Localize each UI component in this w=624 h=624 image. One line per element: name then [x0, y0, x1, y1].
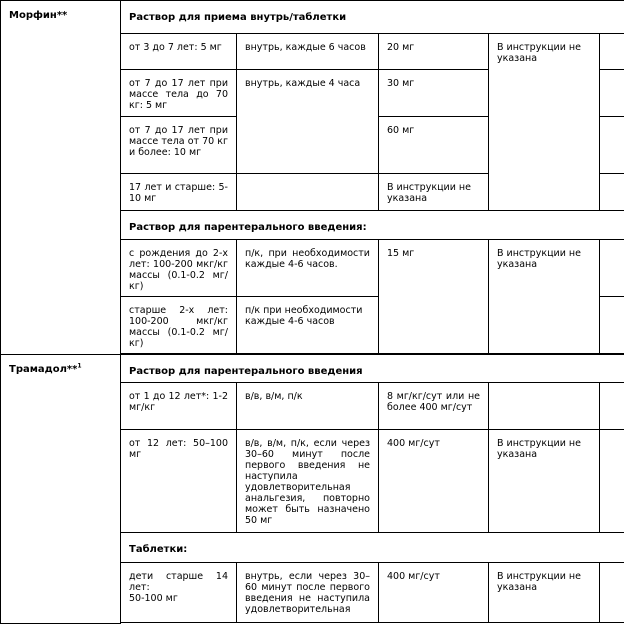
age-cell: от 7 до 17 лет при массе тела до 70 кг: 5 мг	[121, 70, 237, 117]
note-cell: В инструкции не указана	[489, 34, 600, 211]
route-cell: в/в, в/м, п/к, если через 30–60 минут после первого введения не наступила удовлетворительная анальгезия, повторно может быть назначено 50 мг	[237, 430, 379, 533]
age-line: дети старше 14 лет:	[129, 571, 228, 593]
route-cell: п/к при необходимости каждые 4-6 часов	[237, 297, 379, 354]
age-cell: старше 2-х лет: 100-200 мкг/кг массы (0.1-0.2 мг/кг)	[121, 297, 237, 354]
table-row	[1, 1, 624, 34]
note-cell: В инструкции не указана	[489, 240, 600, 354]
blank-cell	[600, 430, 624, 533]
route-cell: внутрь, если через 30–60 минут после первого введения не наступила удовлетворительная	[237, 563, 379, 623]
drug-name-cell	[1, 355, 121, 624]
route-cell: внутрь, каждые 6 часов	[237, 34, 379, 70]
footnote-marker: 1	[77, 363, 81, 370]
dose-cell: 30 мг	[379, 70, 489, 117]
age-cell: от 1 до 12 лет*: 1-2 мг/кг	[121, 383, 237, 430]
section-header: Таблетки:	[121, 533, 624, 563]
section-header: Раствор для приема внутрь/таблетки	[121, 1, 624, 34]
dose-cell: 20 мг	[379, 34, 489, 70]
table-row	[1, 355, 624, 383]
blank-cell	[600, 174, 624, 211]
dose-cell: В инструкции не указана	[379, 174, 489, 211]
drug-name: Морфин**	[9, 10, 67, 21]
dose-cell: 400 мг/сут	[379, 563, 489, 623]
blank-cell	[600, 563, 624, 623]
blank-cell	[600, 117, 624, 174]
note-cell: В инструкции не указана	[489, 563, 600, 623]
age-cell: от 12 лет: 50–100 мг	[121, 430, 237, 533]
age-cell	[121, 563, 237, 623]
age-cell: от 7 до 17 лет при массе тела от 70 кг и более: 10 мг	[121, 117, 237, 174]
dose-cell: 15 мг	[379, 240, 489, 354]
blank-cell	[237, 174, 379, 211]
note-cell: В инструкции не указана	[489, 430, 600, 533]
blank-cell	[600, 297, 624, 354]
drug-name: Трамадол**	[9, 364, 77, 375]
drug-name-cell	[1, 1, 121, 355]
blank-cell	[489, 383, 600, 430]
route-cell: внутрь, каждые 4 часа	[237, 70, 379, 174]
route-cell: п/к, при необходимости каждые 4-6 часов.	[237, 240, 379, 297]
section-header: Раствор для парентерального введения	[121, 355, 624, 383]
blank-cell	[600, 383, 624, 430]
age-cell: с рождения до 2-х лет: 100-200 мкг/кг массы (0.1-0.2 мг/кг)	[121, 240, 237, 297]
age-cell: 17 лет и старше: 5-10 мг	[121, 174, 237, 211]
dose-cell: 60 мг	[379, 117, 489, 174]
blank-cell	[600, 34, 624, 70]
dose-cell: 400 мг/сут	[379, 430, 489, 533]
section-header: Раствор для парентерального введения:	[121, 211, 624, 240]
blank-cell	[600, 240, 624, 297]
age-line: 50-100 мг	[129, 593, 178, 604]
route-cell: в/в, в/м, п/к	[237, 383, 379, 430]
blank-cell	[600, 70, 624, 117]
dose-cell: 8 мг/кг/сут или не более 400 мг/сут	[379, 383, 489, 430]
age-cell: от 3 до 7 лет: 5 мг	[121, 34, 237, 70]
